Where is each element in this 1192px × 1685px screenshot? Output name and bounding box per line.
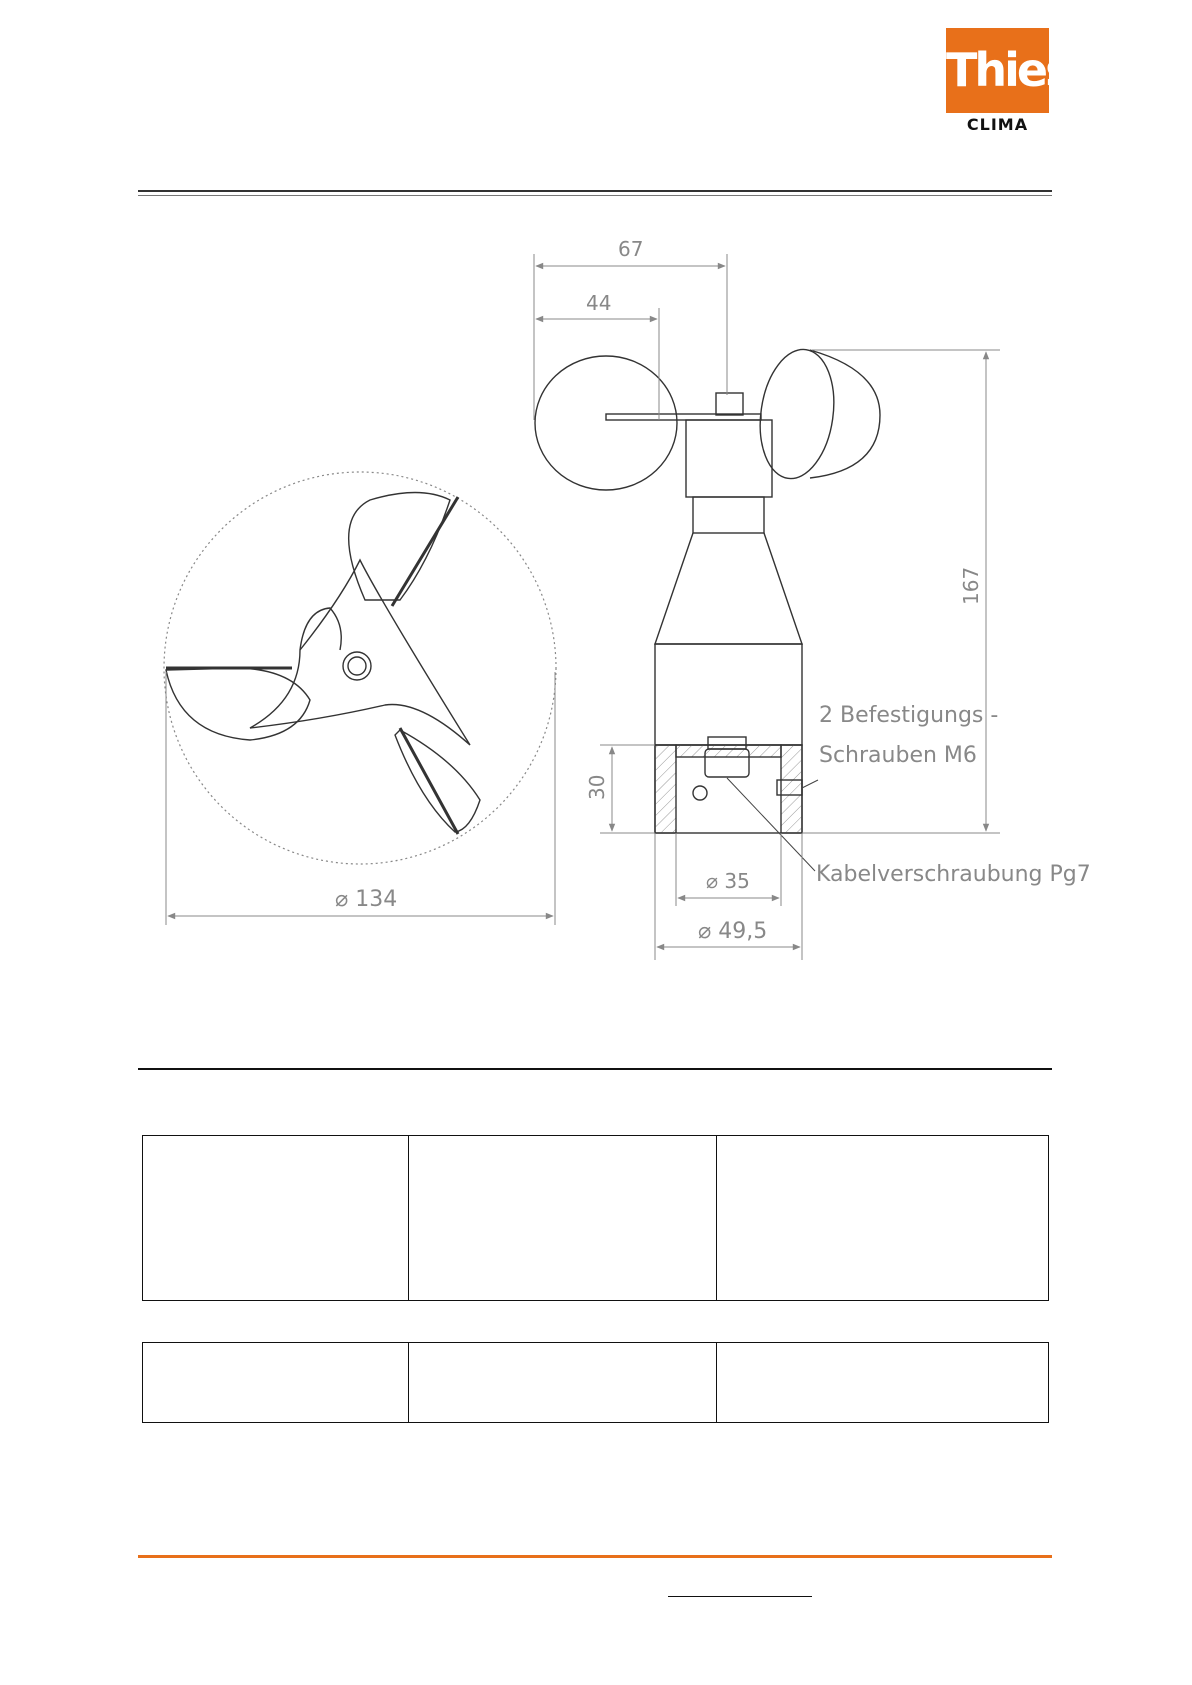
rotor-hub-center	[348, 657, 366, 675]
dimension-49-5-label: ⌀ 49,5	[698, 919, 768, 944]
rotor-hub-inner	[300, 608, 341, 650]
side-top-nut	[716, 393, 743, 415]
side-cup-right-rim	[752, 345, 841, 484]
dimension-35-label: ⌀ 35	[706, 869, 750, 893]
side-neck	[693, 497, 764, 533]
rotor-cup-bottom	[395, 730, 480, 832]
mounting-screw-left	[693, 786, 707, 800]
rotor-cup-left	[166, 668, 310, 740]
rotor-top-view	[164, 472, 556, 864]
side-cup-left	[535, 356, 677, 490]
rotor-hub-outer	[343, 652, 371, 680]
side-cone	[655, 533, 802, 644]
side-base-hatch-right	[781, 745, 802, 833]
dimension-44-label: 44	[586, 291, 612, 315]
side-cup-right-shell	[810, 350, 880, 478]
table-cell	[143, 1136, 409, 1301]
table-cell	[143, 1343, 409, 1423]
logo-subtitle: CLIMA	[966, 115, 1029, 134]
dimension-30-label: 30	[585, 774, 609, 800]
spec-table-2	[142, 1342, 1049, 1423]
dimension-167-label: 167	[959, 566, 983, 605]
logo-wordmark: Thies	[946, 28, 1049, 113]
label-cable-gland: Kabelverschraubung Pg7	[816, 862, 1091, 887]
label-fixing-screws-line1: 2 Befestigungs -	[819, 703, 999, 728]
table-cell	[717, 1343, 1049, 1423]
rotor-arm-bottom	[400, 728, 458, 834]
table-row	[143, 1136, 1049, 1301]
footer-link-underline	[668, 1596, 812, 1597]
section-rule	[138, 1068, 1052, 1070]
dimension-67	[534, 254, 727, 420]
dimension-67-label: 67	[618, 237, 644, 261]
rotor-arm-top	[392, 497, 458, 606]
side-head-body	[686, 420, 772, 497]
label-fixing-screws-line2: Schrauben M6	[819, 743, 977, 768]
side-cylinder	[655, 644, 802, 745]
spec-table-1	[142, 1135, 1049, 1301]
table-cell	[409, 1343, 717, 1423]
dimension-rotor-diameter-label: ⌀ 134	[335, 887, 398, 912]
table-cell	[717, 1136, 1049, 1301]
table-row	[143, 1343, 1049, 1423]
table-cell	[409, 1136, 717, 1301]
footer-rule	[138, 1555, 1052, 1558]
rotor-cup-top	[349, 493, 450, 601]
side-base-hatch-top	[676, 745, 781, 757]
side-base	[655, 745, 802, 833]
side-base-hatch-left	[655, 745, 676, 833]
leader-lines	[727, 778, 818, 871]
